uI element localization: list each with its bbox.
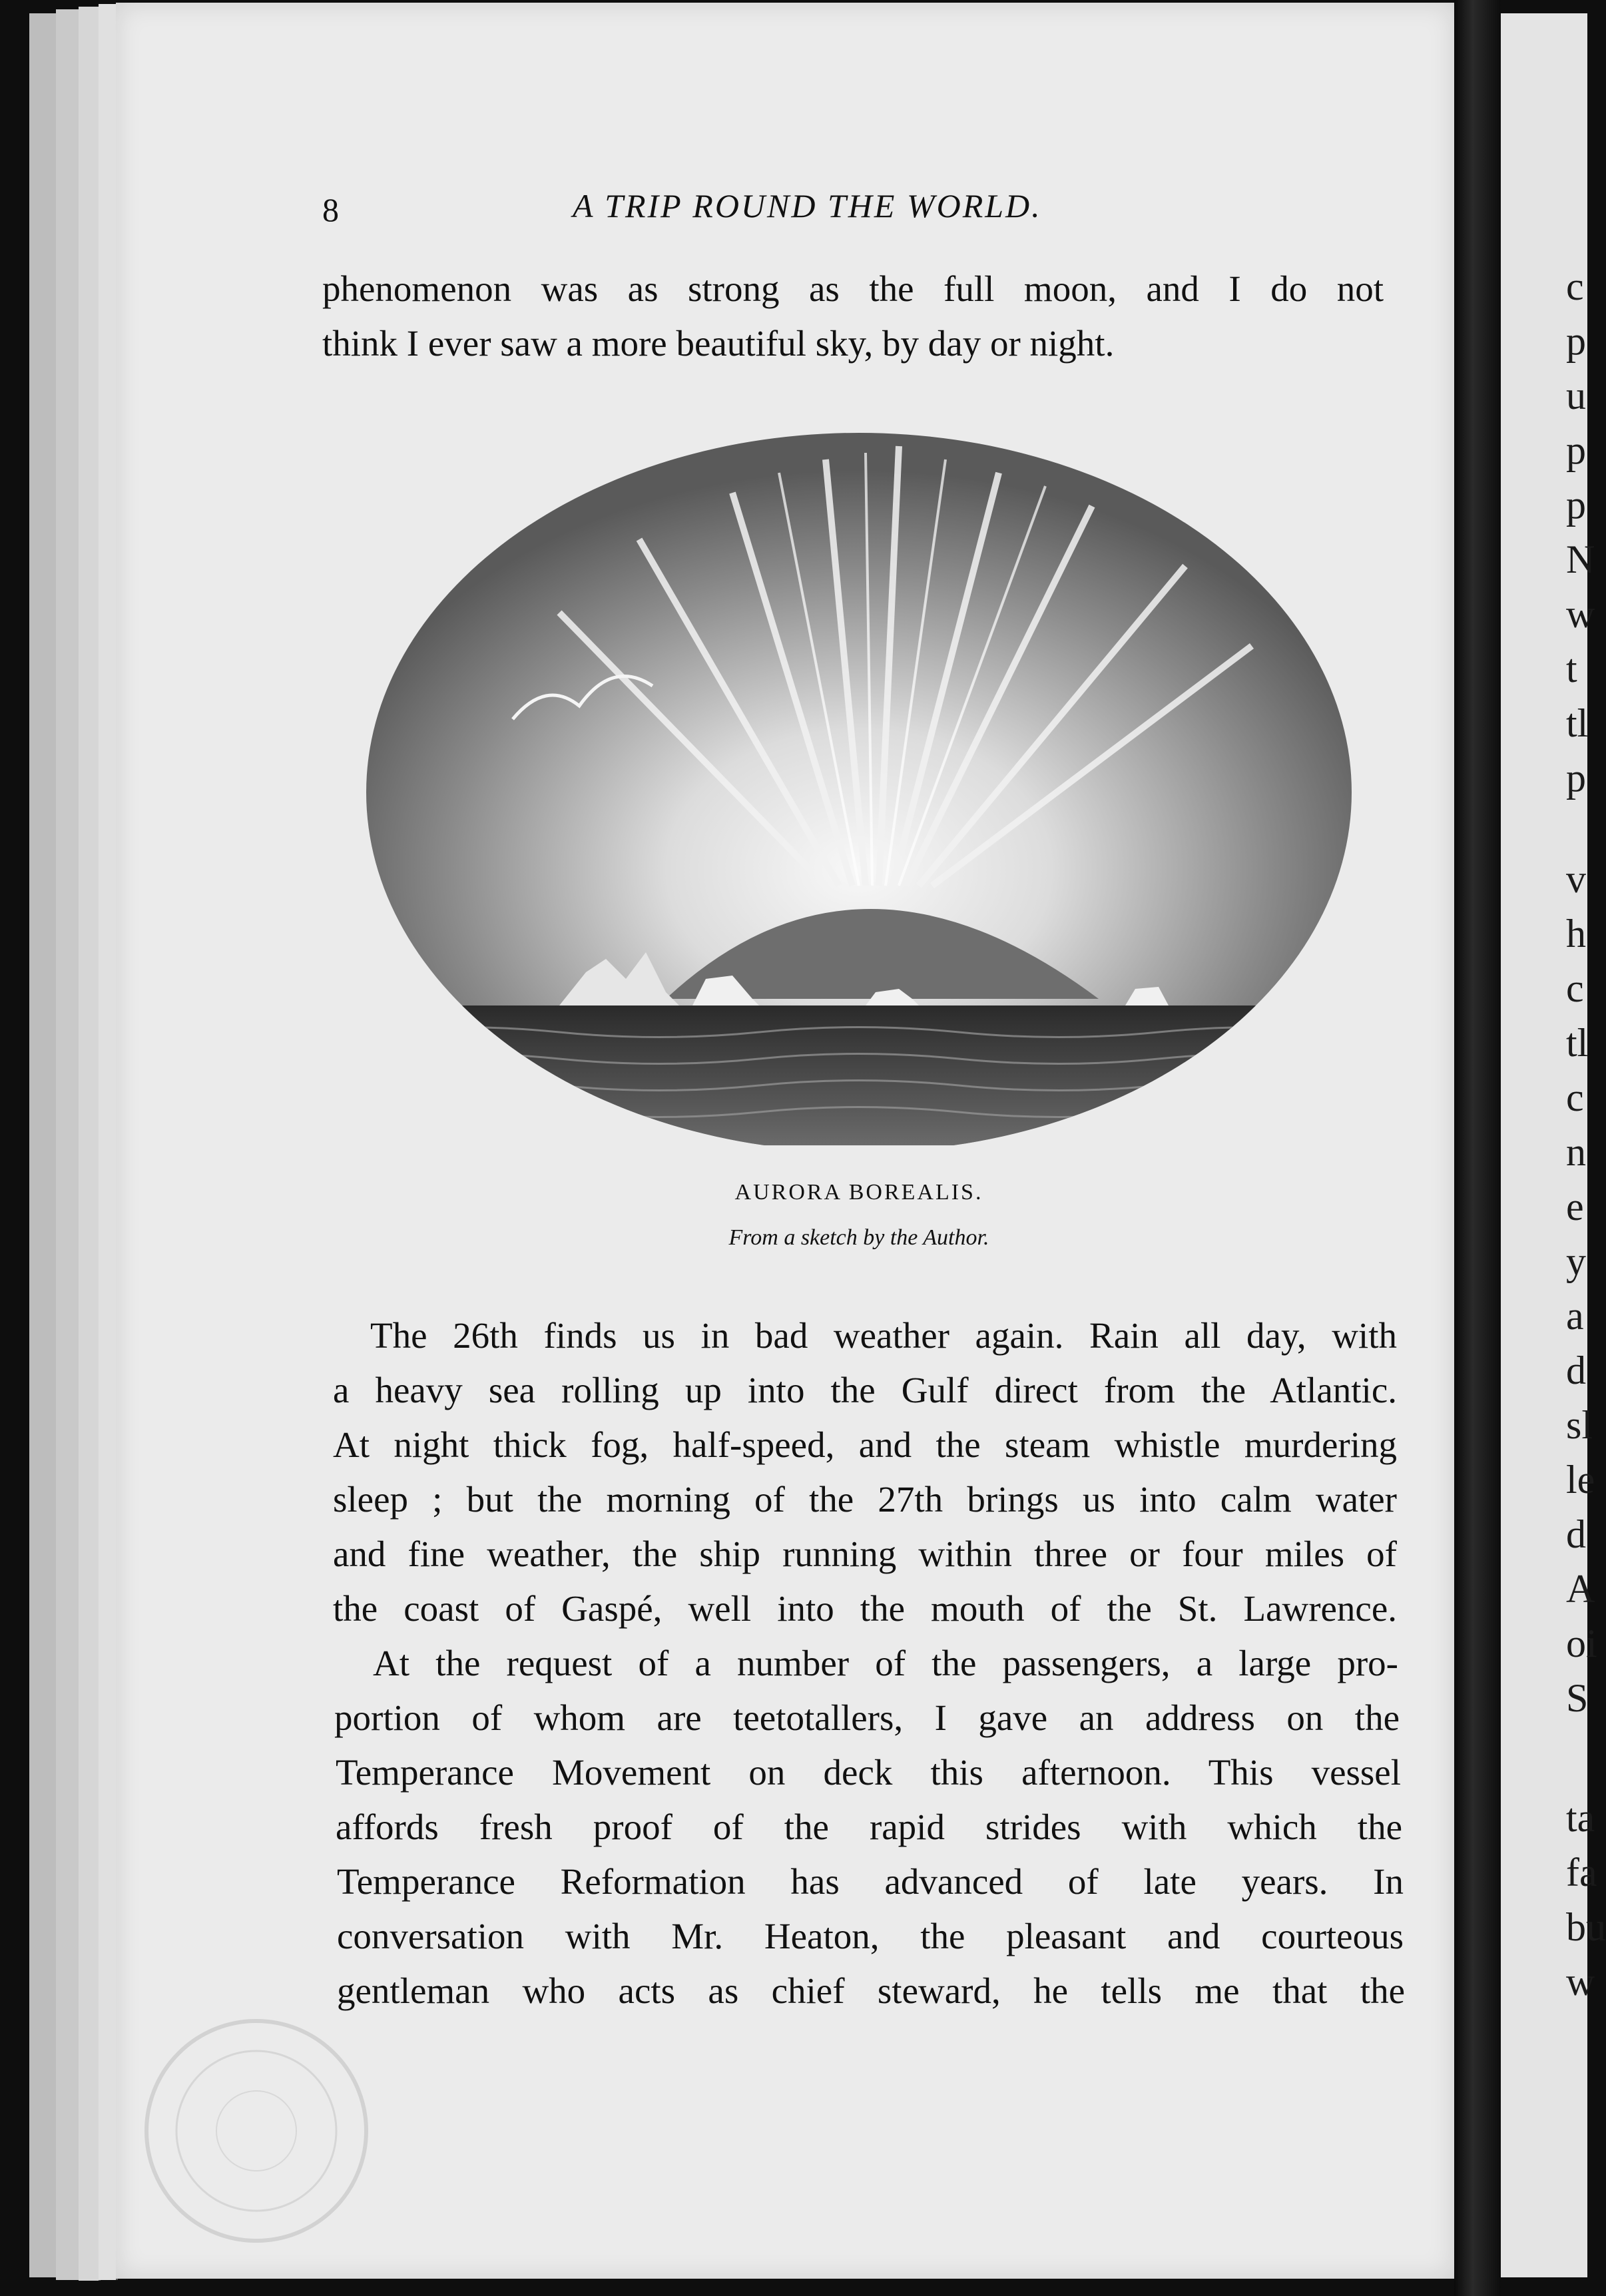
facing-page-fragment: tl [1566, 701, 1589, 745]
text-line: sleep ; but the morning of the 27th brings us into calm water [333, 1479, 1397, 1520]
facing-page-fragment: ta [1566, 1796, 1595, 1840]
facing-page-fragment: A [1566, 1567, 1595, 1611]
facing-page-fragment: d [1566, 1512, 1586, 1556]
page-number: 8 [322, 191, 339, 228]
facing-page-fragment: oi [1566, 1621, 1597, 1665]
facing-page-fragment: c [1566, 1075, 1584, 1119]
text-line: the coast of Gaspé, well into the mouth of the St. Lawrence. [333, 1588, 1397, 1629]
facing-page-fragment: tl [1566, 1021, 1589, 1065]
text-line: affords fresh proof of the rapid strides with which the [336, 1807, 1402, 1847]
text-line: gentleman who acts as chief steward, he tells me that the [337, 1970, 1405, 2011]
facing-page-fragment: a [1566, 1294, 1584, 1338]
facing-page-fragment: bu [1566, 1905, 1606, 1949]
page-edge [29, 13, 58, 2277]
facing-page-fragment: u [1566, 374, 1586, 418]
text-line: portion of whom are teetotallers, I gave an address on the [334, 1697, 1400, 1738]
text-line: Temperance Reformation has advanced of late years. In [337, 1861, 1404, 1902]
text-line: Temperance Movement on deck this afternoon. This vessel [336, 1752, 1401, 1793]
book-gutter [1454, 0, 1501, 2296]
facing-page-fragment: n [1566, 1130, 1586, 1174]
facing-page-fragment: le [1566, 1458, 1595, 1502]
aurora-illustration [360, 420, 1358, 1145]
facing-page-fragment: S [1566, 1676, 1589, 1720]
text-line: phenomenon was as strong as the full moon, and I do not [322, 268, 1384, 309]
library-stamp [136, 2011, 376, 2251]
text-line: At night thick fog, half-speed, and the steam whistle murdering [333, 1424, 1397, 1465]
text-line: a heavy sea rolling up into the Gulf direct from the Atlantic. [333, 1370, 1397, 1410]
facing-page-fragment: e [1566, 1185, 1584, 1229]
text-line: think I ever saw a more beautiful sky, by day or night. [322, 323, 1115, 364]
facing-page-fragment: v [1566, 857, 1586, 901]
text-line: The 26th finds us in bad weather again. Rain all day, with [370, 1315, 1397, 1356]
facing-page-fragment: p [1566, 319, 1586, 363]
facing-page-fragment: d [1566, 1348, 1586, 1392]
text-line: At the request of a number of the passengers, a large pro- [373, 1643, 1398, 1683]
facing-page-fragment: N [1566, 537, 1595, 581]
illustration-credit: From a sketch by the Author. [728, 1225, 989, 1250]
facing-page-fragment: p [1566, 428, 1586, 472]
facing-page-fragment: p [1566, 483, 1586, 527]
facing-page-fragment: p [1566, 756, 1586, 800]
page-edge [56, 9, 81, 2280]
facing-page-fragment: c [1566, 264, 1584, 308]
facing-page-fragment: y [1566, 1239, 1586, 1283]
running-title: A TRIP ROUND THE WORLD. [573, 187, 1042, 224]
text-line: conversation with Mr. Heaton, the pleasant and courteous [337, 1916, 1404, 1956]
facing-page-fragment: c [1566, 966, 1584, 1010]
illustration-caption: AURORA BOREALIS. [734, 1180, 983, 1205]
facing-page-fragment: sl [1566, 1403, 1593, 1447]
facing-page-fragment: t [1566, 647, 1577, 691]
facing-page-fragment: h [1566, 912, 1586, 956]
facing-page-fragment: w [1566, 592, 1595, 636]
page-edge [79, 7, 101, 2281]
facing-page-fragment: fa [1566, 1851, 1597, 1894]
text-line: and fine weather, the ship running within three or four miles of [333, 1534, 1397, 1574]
facing-page-fragment: w [1566, 1960, 1595, 2004]
page-edge [99, 4, 118, 2280]
